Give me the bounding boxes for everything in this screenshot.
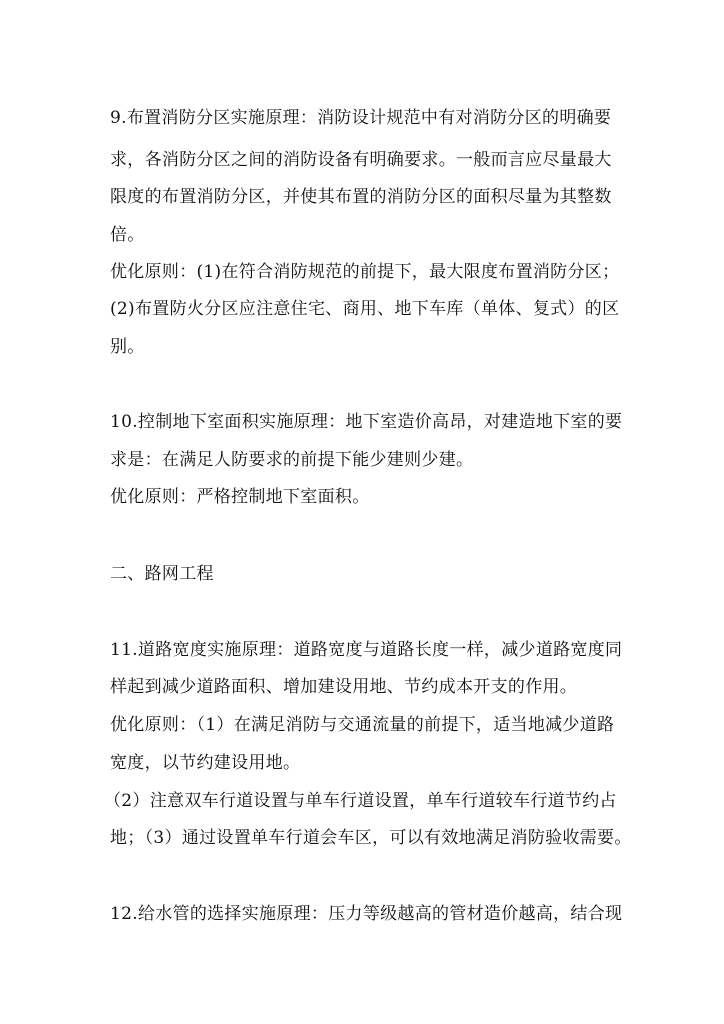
text-line: 倍。 <box>110 225 145 245</box>
text-line: 求，各消防分区之间的消防设备有明确要求。一般而言应尽量最大 <box>110 150 612 170</box>
section-heading: 二、路网工程 <box>110 564 214 584</box>
text-line: 12.给水管的选择实施原理：压力等级越高的管材造价越高，结合现 <box>110 904 623 924</box>
text-line: (2)布置防火分区应注意住宅、商用、地下车库（单体、复式）的区 <box>110 299 620 319</box>
text-line: 优化原则：（1）在满足消防与交通流量的前提下，适当地减少道路 <box>110 715 615 735</box>
text-line: （2）注意双车行道设置与单车行道设置，单车行道较车行道节约占 <box>104 791 617 811</box>
text-line: 优化原则：(1)在符合消防规范的前提下，最大限度布置消防分区； <box>110 262 620 282</box>
text-line: 11.道路宽度实施原理：道路宽度与道路长度一样，减少道路宽度同 <box>110 640 623 660</box>
text-line: 地；（3）通过设置单车行道会车区，可以有效地满足消防验收需要。 <box>110 828 632 848</box>
text-line: 9.布置消防分区实施原理：消防设计规范中有对消防分区的明确要 <box>110 108 612 128</box>
text-line: 求是：在满足人防要求的前提下能少建则少建。 <box>110 450 474 470</box>
text-line: 10.控制地下室面积实施原理：地下室造价高昂，对建造地下室的要 <box>110 412 623 432</box>
text-line: 优化原则：严格控制地下室面积。 <box>110 487 370 507</box>
text-line: 限度的布置消防分区，并使其布置的消防分区的面积尽量为其整数 <box>110 187 612 207</box>
text-line: 别。 <box>110 337 145 357</box>
text-line: 宽度，以节约建设用地。 <box>110 753 301 773</box>
text-line: 样起到减少道路面积、增加建设用地、节约成本开支的作用。 <box>110 677 578 697</box>
